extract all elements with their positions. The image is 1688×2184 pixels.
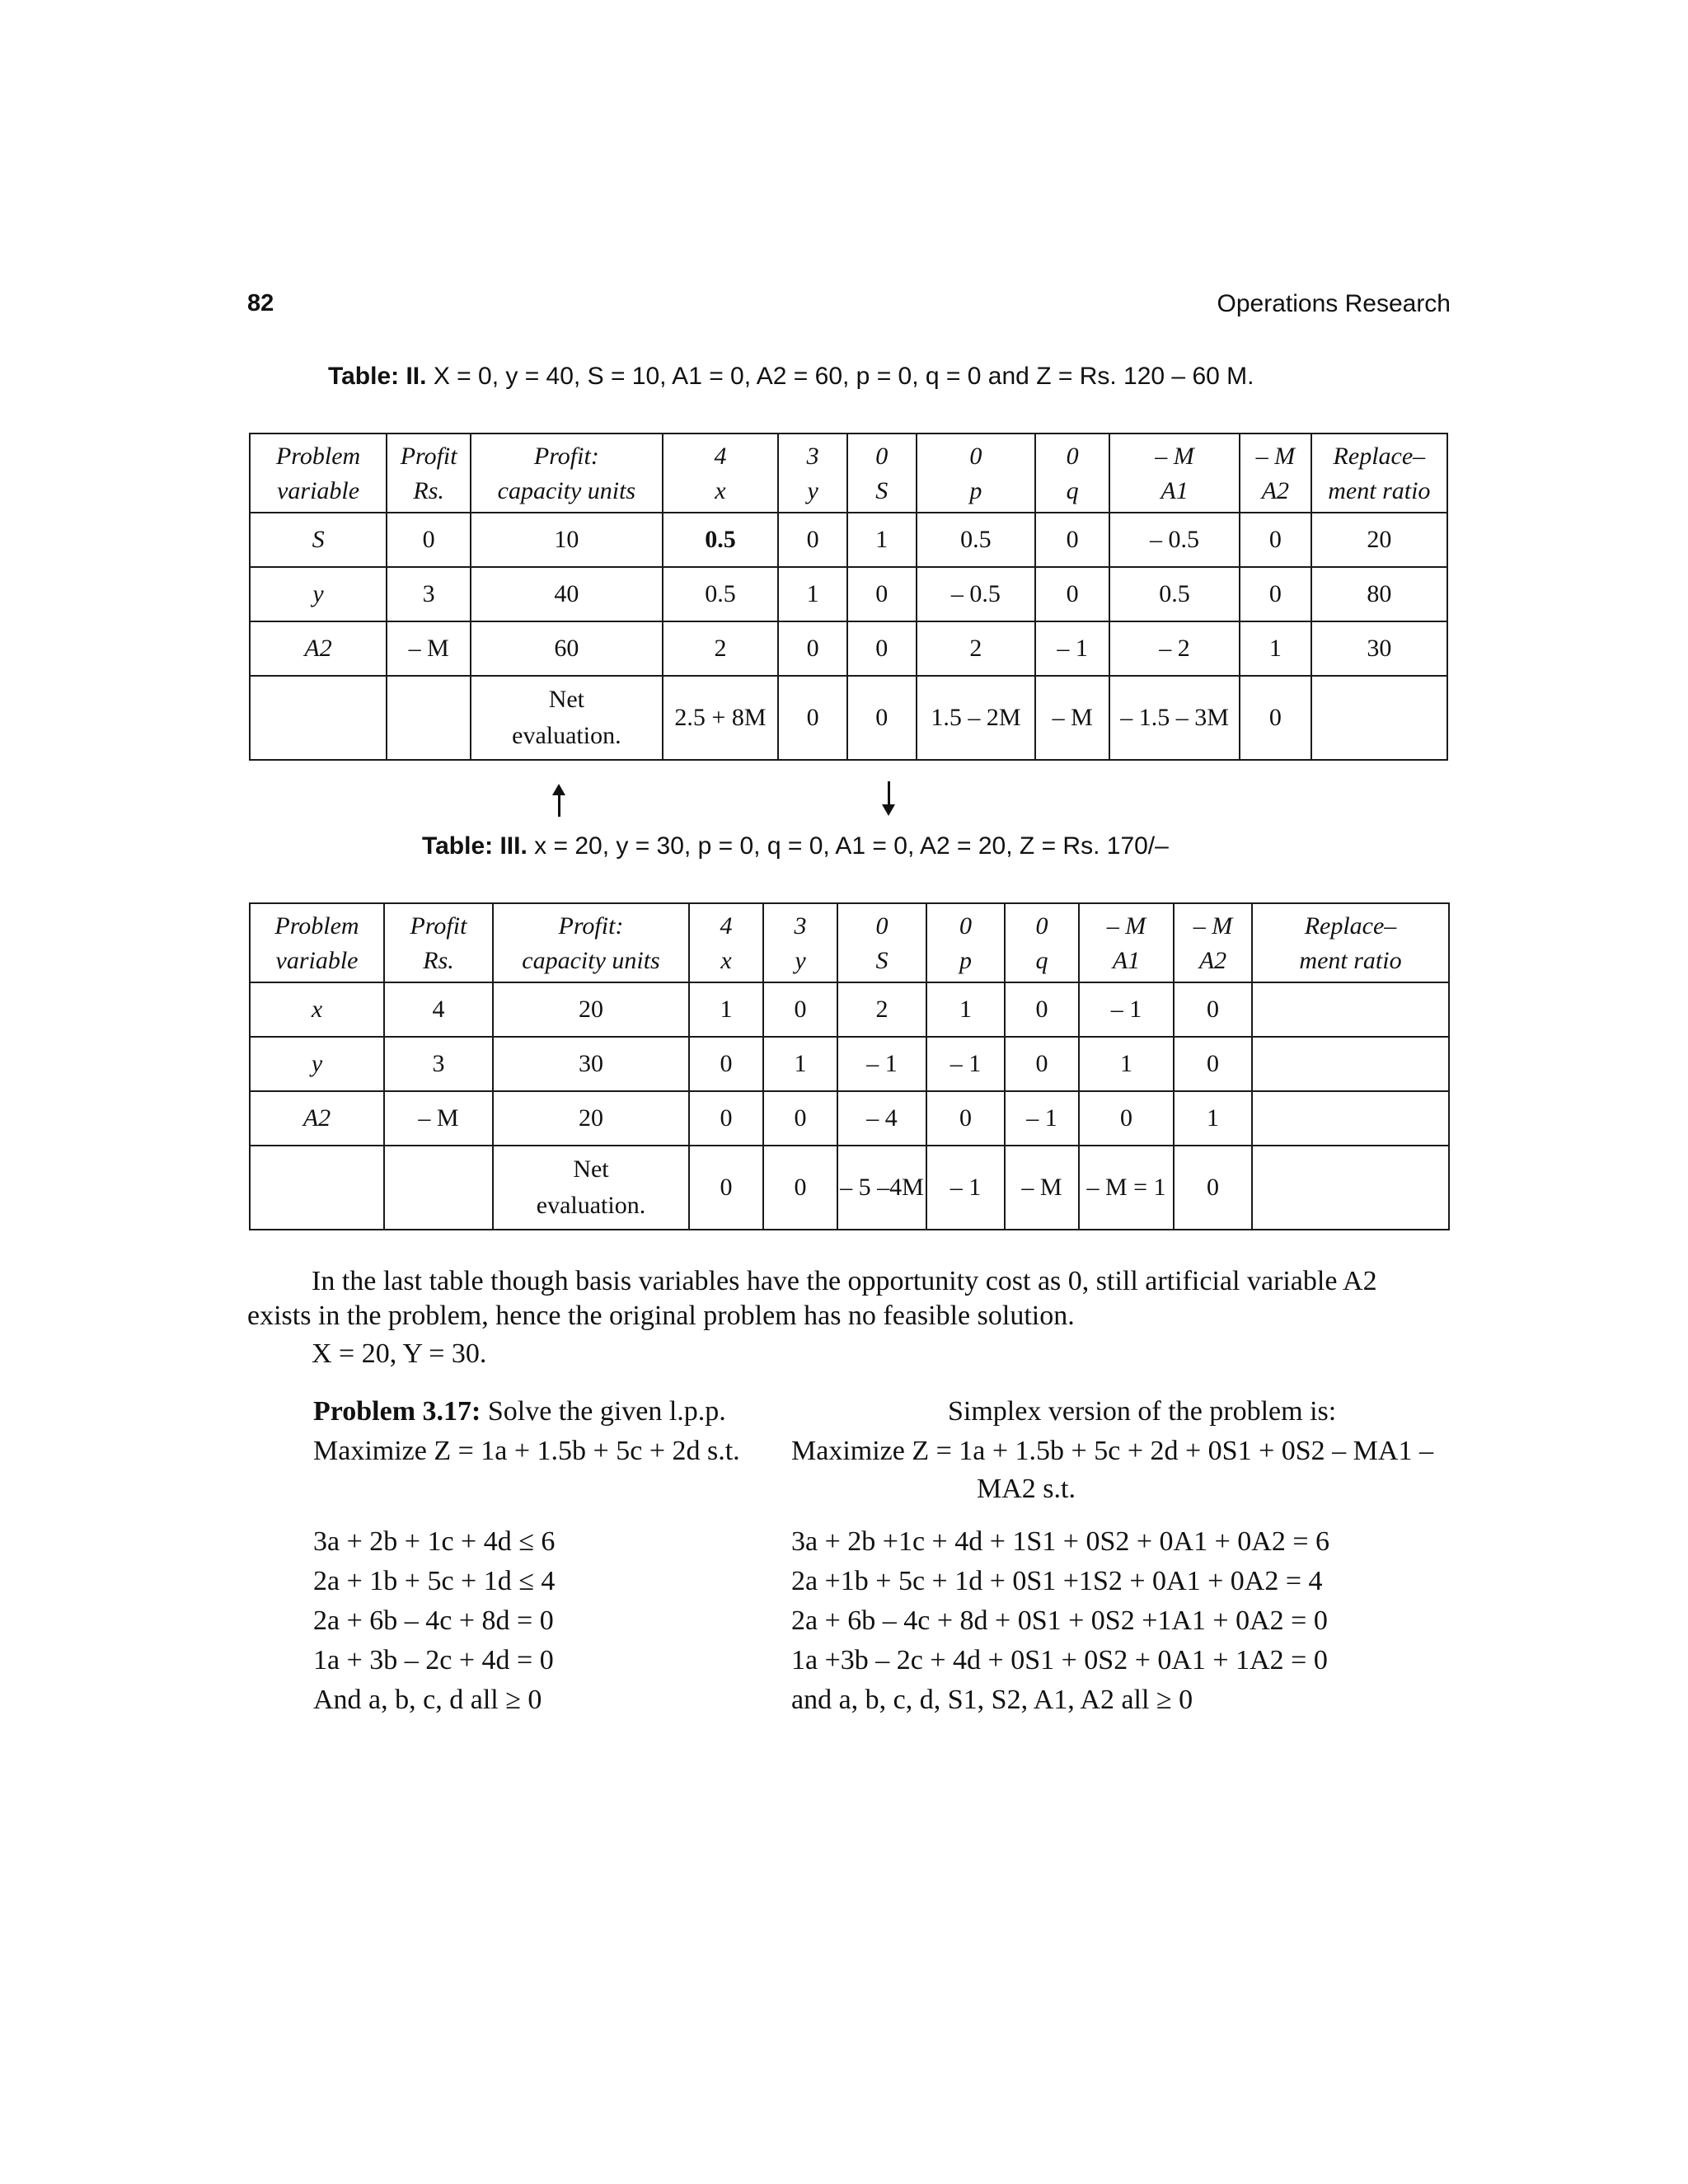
table-cell: 0 <box>847 567 917 621</box>
table-cell: – 1.5 – 3M <box>1109 676 1240 760</box>
problem-title <box>313 1395 726 1428</box>
table-2-caption-label: Table: II. <box>328 363 427 390</box>
constraint: 1a + 3b – 2c + 4d = 0 <box>313 1645 554 1675</box>
table-cell: 0.5 <box>1109 567 1240 621</box>
table-cell: – 2 <box>1109 621 1240 676</box>
constraint: And a, b, c, d all ≥ 0 <box>313 1685 542 1715</box>
table-cell: – M <box>384 1091 493 1146</box>
header-cell: Replace– ment ratio <box>1311 434 1447 513</box>
table-cell: – 1 <box>926 1037 1005 1091</box>
table-cell <box>1252 1037 1449 1091</box>
paragraph-line: exists in the problem, hence the original problem has no feasible solution. <box>247 1301 1075 1331</box>
table-cell: x <box>250 982 384 1037</box>
table-cell <box>250 676 387 760</box>
table-cell <box>384 1146 493 1230</box>
table-cell: A2 <box>250 621 387 676</box>
table-cell: 0 <box>1174 1146 1252 1230</box>
table-3-caption-text: x = 20, y = 30, p = 0, q = 0, A1 = 0, A2 = 20, Z = Rs. 170/– <box>534 832 1169 860</box>
net-evaluation-row <box>250 676 1447 760</box>
table-cell: 0 <box>763 1146 837 1230</box>
simplex-table-2 <box>249 433 1448 761</box>
header-cell: 0 S <box>837 903 926 982</box>
constraint: 2a + 1b + 5c + 1d ≤ 4 <box>313 1566 556 1596</box>
header-cell: Profit: capacity units <box>493 903 689 982</box>
table-cell: 0 <box>778 513 847 567</box>
header-cell: 0 p <box>917 434 1036 513</box>
table-header-row <box>250 903 1449 982</box>
table-cell: 0 <box>387 513 471 567</box>
table-cell: 4 <box>384 982 493 1037</box>
header-cell: – M A1 <box>1079 903 1174 982</box>
problem-title-text: Solve the given l.p.p. <box>487 1396 726 1427</box>
table-cell: 20 <box>1311 513 1447 567</box>
entering-arrow-icon <box>558 787 560 817</box>
table-cell: – M = 1 <box>1079 1146 1174 1230</box>
table-cell: 0 <box>926 1091 1005 1146</box>
header-cell: 3 y <box>763 903 837 982</box>
table-cell: – 4 <box>837 1091 926 1146</box>
table-cell: 1 <box>847 513 917 567</box>
simplex-constraint: and a, b, c, d, S1, S2, A1, A2 all ≥ 0 <box>791 1685 1193 1715</box>
table-cell: 3 <box>384 1037 493 1091</box>
table-cell: 0 <box>847 621 917 676</box>
paragraph-line: In the last table though basis variables have the opportunity cost as 0, still artificial variable A2 <box>312 1266 1377 1296</box>
table-cell: S <box>250 513 387 567</box>
table-cell: y <box>250 1037 384 1091</box>
table-cell: – 0.5 <box>917 567 1036 621</box>
table-cell: 1.5 – 2M <box>917 676 1036 760</box>
header-cell: Problem variable <box>250 903 384 982</box>
table-cell: 1 <box>778 567 847 621</box>
table-cell <box>250 1146 384 1230</box>
table-cell: 2 <box>837 982 926 1037</box>
simplex-constraint: 2a + 6b – 4c + 8d + 0S1 + 0S2 +1A1 + 0A2 = 0 <box>791 1605 1328 1636</box>
header-cell: – M A1 <box>1109 434 1240 513</box>
table-row <box>250 1037 1449 1091</box>
header-cell: 0 q <box>1005 903 1079 982</box>
table-cell: 0 <box>1174 982 1252 1037</box>
paragraph-line: X = 20, Y = 30. <box>312 1338 487 1369</box>
table-cell: 0 <box>1174 1037 1252 1091</box>
simplex-constraint: 1a +3b – 2c + 4d + 0S1 + 0S2 + 0A1 + 1A2 = 0 <box>791 1645 1328 1675</box>
table-cell: 0 <box>763 1091 837 1146</box>
table-cell: 1 <box>1079 1037 1174 1091</box>
table-3-caption <box>422 832 1169 860</box>
table-cell: 1 <box>926 982 1005 1037</box>
header-cell: – M A2 <box>1240 434 1311 513</box>
header-cell: Replace– ment ratio <box>1252 903 1449 982</box>
table-row <box>250 982 1449 1037</box>
table-cell: – 1 <box>1035 621 1109 676</box>
table-cell: 60 <box>471 621 662 676</box>
table-cell: 0 <box>1005 1037 1079 1091</box>
table-row <box>250 513 1447 567</box>
table-cell: – 1 <box>1005 1091 1079 1146</box>
leaving-arrow-icon <box>888 781 890 813</box>
table-row <box>250 1091 1449 1146</box>
table-cell: 20 <box>493 1091 689 1146</box>
table-cell: A2 <box>250 1091 384 1146</box>
table-cell: 1 <box>689 982 763 1037</box>
table-cell: 2.5 + 8M <box>663 676 779 760</box>
header-cell: 0 S <box>847 434 917 513</box>
header-cell: 3 y <box>778 434 847 513</box>
table-cell: 0 <box>1240 567 1311 621</box>
table-cell: 0 <box>1240 676 1311 760</box>
table-cell: y <box>250 567 387 621</box>
table-cell: 0 <box>1035 513 1109 567</box>
table-cell: 0 <box>1079 1091 1174 1146</box>
objective-function: Maximize Z = 1a + 1.5b + 5c + 2d s.t. <box>313 1436 740 1466</box>
table-cell <box>387 676 471 760</box>
table-row <box>250 567 1447 621</box>
table-cell: – M <box>387 621 471 676</box>
key-element-cell: 0.5 <box>663 513 779 567</box>
header-cell: 0 p <box>926 903 1005 982</box>
simplex-heading: Simplex version of the problem is: <box>948 1396 1337 1427</box>
constraint: 3a + 2b + 1c + 4d ≤ 6 <box>313 1526 556 1557</box>
table-row <box>250 621 1447 676</box>
table-cell: – 1 <box>926 1146 1005 1230</box>
table-cell: 20 <box>493 982 689 1037</box>
table-cell: 0 <box>689 1037 763 1091</box>
table-cell: 0 <box>689 1146 763 1230</box>
table-cell: 3 <box>387 567 471 621</box>
table-2-caption-text: X = 0, y = 40, S = 10, A1 = 0, A2 = 60, p = 0, q = 0 and Z = Rs. 120 – 60 M. <box>433 363 1254 390</box>
table-cell: – 1 <box>837 1037 926 1091</box>
net-evaluation-label: Net evaluation. <box>471 676 662 760</box>
header-cell: Profit: capacity units <box>471 434 662 513</box>
table-cell: 1 <box>1240 621 1311 676</box>
table-cell: 40 <box>471 567 662 621</box>
simplex-constraint: 2a +1b + 5c + 1d + 0S1 +1S2 + 0A1 + 0A2 = 4 <box>791 1566 1323 1596</box>
table-header-row <box>250 434 1447 513</box>
table-cell: 0 <box>778 676 847 760</box>
table-cell: 0 <box>1035 567 1109 621</box>
table-2-caption <box>328 363 1254 391</box>
table-cell: 80 <box>1311 567 1447 621</box>
header-cell: Problem variable <box>250 434 387 513</box>
header-cell: – M A2 <box>1174 903 1252 982</box>
simplex-objective-cont: MA2 s.t. <box>977 1474 1076 1504</box>
table-cell: – 0.5 <box>1109 513 1240 567</box>
header-cell: 4 x <box>663 434 779 513</box>
table-cell: – 5 –4M <box>837 1146 926 1230</box>
table-cell: 0.5 <box>663 567 779 621</box>
table-cell: 2 <box>917 621 1036 676</box>
simplex-objective: Maximize Z = 1a + 1.5b + 5c + 2d + 0S1 + 0S2 – MA1 – <box>791 1436 1433 1466</box>
table-cell: 10 <box>471 513 662 567</box>
header-cell: 4 x <box>689 903 763 982</box>
table-3-caption-label: Table: III. <box>422 832 528 860</box>
simplex-constraint: 3a + 2b +1c + 4d + 1S1 + 0S2 + 0A1 + 0A2 = 6 <box>791 1526 1330 1557</box>
header-cell: Profit Rs. <box>387 434 471 513</box>
table-cell <box>1311 676 1447 760</box>
table-cell: – M <box>1005 1146 1079 1230</box>
constraint: 2a + 6b – 4c + 8d = 0 <box>313 1605 554 1636</box>
table-cell <box>1252 982 1449 1037</box>
page-number: 82 <box>247 290 274 316</box>
problem-label: Problem 3.17: <box>313 1396 481 1427</box>
table-cell: 0.5 <box>917 513 1036 567</box>
table-cell: 30 <box>1311 621 1447 676</box>
table-cell: 1 <box>763 1037 837 1091</box>
table-cell: 0 <box>689 1091 763 1146</box>
net-evaluation-label: Net evaluation. <box>493 1146 689 1230</box>
table-cell: 0 <box>1240 513 1311 567</box>
table-cell: 0 <box>763 982 837 1037</box>
running-head: Operations Research <box>1217 290 1451 317</box>
table-cell: – M <box>1035 676 1109 760</box>
net-evaluation-row <box>250 1146 1449 1230</box>
table-cell: – 1 <box>1079 982 1174 1037</box>
table-cell: 2 <box>663 621 779 676</box>
header-cell: Profit Rs. <box>384 903 493 982</box>
table-cell: 30 <box>493 1037 689 1091</box>
header-cell: 0 q <box>1035 434 1109 513</box>
table-cell: 0 <box>1005 982 1079 1037</box>
table-cell: 0 <box>778 621 847 676</box>
table-cell <box>1252 1146 1449 1230</box>
simplex-table-3 <box>249 902 1450 1230</box>
table-cell <box>1252 1091 1449 1146</box>
table-cell: 0 <box>847 676 917 760</box>
table-cell: 1 <box>1174 1091 1252 1146</box>
